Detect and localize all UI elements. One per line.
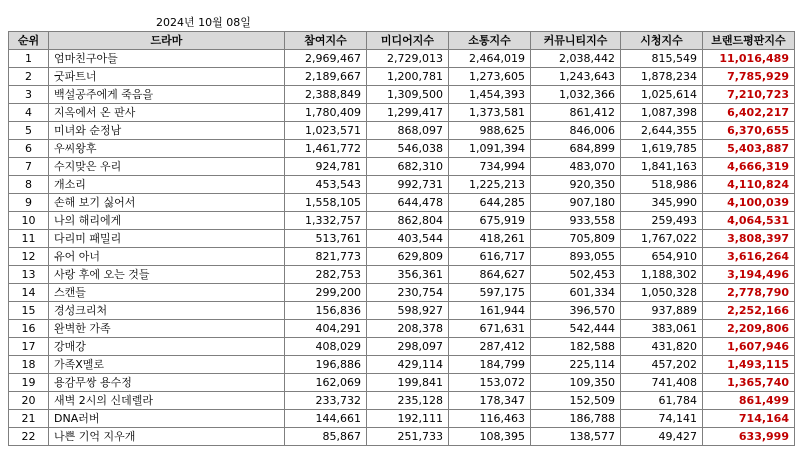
- table-row: [9, 338, 795, 356]
- communication-cell: 116,463: [449, 410, 531, 428]
- participation-cell: 1,558,105: [285, 194, 367, 212]
- participation-cell: 162,069: [285, 374, 367, 392]
- community-cell: 601,334: [531, 284, 621, 302]
- col-header-viewing-index: 시청지수: [621, 32, 703, 50]
- drama-name-cell: 수지맞은 우리: [49, 158, 285, 176]
- participation-cell: 156,836: [285, 302, 367, 320]
- viewing-cell: 457,202: [621, 356, 703, 374]
- table-row: [9, 122, 795, 140]
- media-cell: 682,310: [367, 158, 449, 176]
- drama-name-cell: 우씨왕후: [49, 140, 285, 158]
- media-cell: 235,128: [367, 392, 449, 410]
- community-cell: 846,006: [531, 122, 621, 140]
- participation-cell: 821,773: [285, 248, 367, 266]
- viewing-cell: 937,889: [621, 302, 703, 320]
- communication-cell: 178,347: [449, 392, 531, 410]
- media-cell: 992,731: [367, 176, 449, 194]
- drama-name-cell: 손해 보기 싫어서: [49, 194, 285, 212]
- brand-index-cell: 3,808,397: [703, 230, 795, 248]
- media-cell: 862,804: [367, 212, 449, 230]
- drama-name-cell: 완벽한 가족: [49, 320, 285, 338]
- table-row: [9, 302, 795, 320]
- communication-cell: 2,464,019: [449, 50, 531, 68]
- drama-name-cell: 백설공주에게 죽음을: [49, 86, 285, 104]
- community-cell: 138,577: [531, 428, 621, 446]
- drama-name-cell: 굿파트너: [49, 68, 285, 86]
- brand-index-cell: 1,493,115: [703, 356, 795, 374]
- brand-index-cell: 3,194,496: [703, 266, 795, 284]
- communication-cell: 616,717: [449, 248, 531, 266]
- report-date: 2024년 10월 08일: [156, 16, 251, 29]
- brand-index-cell: 2,209,806: [703, 320, 795, 338]
- drama-name-cell: 다리미 패밀리: [49, 230, 285, 248]
- drama-name-cell: 새벽 2시의 신데렐라: [49, 392, 285, 410]
- community-cell: 109,350: [531, 374, 621, 392]
- col-header-community-index: 커뮤니티지수: [531, 32, 621, 50]
- community-cell: 1,032,366: [531, 86, 621, 104]
- community-cell: 861,412: [531, 104, 621, 122]
- participation-cell: 1,461,772: [285, 140, 367, 158]
- brand-index-cell: 2,778,790: [703, 284, 795, 302]
- participation-cell: 924,781: [285, 158, 367, 176]
- community-cell: 684,899: [531, 140, 621, 158]
- table-row: [9, 86, 795, 104]
- communication-cell: 597,175: [449, 284, 531, 302]
- rank-cell: 5: [9, 122, 49, 140]
- media-cell: 644,478: [367, 194, 449, 212]
- communication-cell: 108,395: [449, 428, 531, 446]
- brand-index-cell: 861,499: [703, 392, 795, 410]
- media-cell: 1,299,417: [367, 104, 449, 122]
- brand-index-cell: 1,365,740: [703, 374, 795, 392]
- table-row: [9, 68, 795, 86]
- table-row: [9, 428, 795, 446]
- viewing-cell: 1,050,328: [621, 284, 703, 302]
- brand-index-cell: 11,016,489: [703, 50, 795, 68]
- media-cell: 403,544: [367, 230, 449, 248]
- col-header-rank: 순위: [9, 32, 49, 50]
- col-header-drama: 드라마: [49, 32, 285, 50]
- participation-cell: 404,291: [285, 320, 367, 338]
- brand-index-cell: 6,370,655: [703, 122, 795, 140]
- rank-cell: 1: [9, 50, 49, 68]
- participation-cell: 1,332,757: [285, 212, 367, 230]
- communication-cell: 644,285: [449, 194, 531, 212]
- participation-cell: 2,189,667: [285, 68, 367, 86]
- table-row: [9, 176, 795, 194]
- rank-cell: 15: [9, 302, 49, 320]
- community-cell: 2,038,442: [531, 50, 621, 68]
- community-cell: 152,509: [531, 392, 621, 410]
- brand-index-cell: 4,100,039: [703, 194, 795, 212]
- col-header-brand-reputation-index: 브랜드평판지수: [703, 32, 795, 50]
- brand-index-cell: 6,402,217: [703, 104, 795, 122]
- drama-name-cell: 스캔들: [49, 284, 285, 302]
- media-cell: 192,111: [367, 410, 449, 428]
- media-cell: 546,038: [367, 140, 449, 158]
- community-cell: 705,809: [531, 230, 621, 248]
- table-body: [9, 50, 795, 446]
- media-cell: 2,729,013: [367, 50, 449, 68]
- viewing-cell: 74,141: [621, 410, 703, 428]
- communication-cell: 161,944: [449, 302, 531, 320]
- community-cell: 907,180: [531, 194, 621, 212]
- communication-cell: 1,091,394: [449, 140, 531, 158]
- media-cell: 251,733: [367, 428, 449, 446]
- viewing-cell: 61,784: [621, 392, 703, 410]
- drama-name-cell: 나의 해리에게: [49, 212, 285, 230]
- participation-cell: 85,867: [285, 428, 367, 446]
- rank-cell: 3: [9, 86, 49, 104]
- media-cell: 199,841: [367, 374, 449, 392]
- table-row: [9, 374, 795, 392]
- brand-index-cell: 2,252,166: [703, 302, 795, 320]
- participation-cell: 1,023,571: [285, 122, 367, 140]
- brand-index-cell: 4,110,824: [703, 176, 795, 194]
- viewing-cell: 431,820: [621, 338, 703, 356]
- drama-name-cell: DNA러버: [49, 410, 285, 428]
- media-cell: 208,378: [367, 320, 449, 338]
- rank-cell: 9: [9, 194, 49, 212]
- participation-cell: 2,969,467: [285, 50, 367, 68]
- communication-cell: 1,373,581: [449, 104, 531, 122]
- participation-cell: 144,661: [285, 410, 367, 428]
- viewing-cell: 1,087,398: [621, 104, 703, 122]
- viewing-cell: 1,619,785: [621, 140, 703, 158]
- communication-cell: 418,261: [449, 230, 531, 248]
- communication-cell: 671,631: [449, 320, 531, 338]
- table-row: [9, 284, 795, 302]
- table-row: [9, 50, 795, 68]
- viewing-cell: 741,408: [621, 374, 703, 392]
- viewing-cell: 2,644,355: [621, 122, 703, 140]
- community-cell: 182,588: [531, 338, 621, 356]
- participation-cell: 453,543: [285, 176, 367, 194]
- viewing-cell: 1,188,302: [621, 266, 703, 284]
- communication-cell: 988,625: [449, 122, 531, 140]
- viewing-cell: 345,990: [621, 194, 703, 212]
- table-row: [9, 410, 795, 428]
- drama-name-cell: 엄마친구아들: [49, 50, 285, 68]
- table-row: [9, 320, 795, 338]
- rank-cell: 6: [9, 140, 49, 158]
- drama-name-cell: 개소리: [49, 176, 285, 194]
- rank-cell: 11: [9, 230, 49, 248]
- media-cell: 356,361: [367, 266, 449, 284]
- community-cell: 483,070: [531, 158, 621, 176]
- table-row: [9, 248, 795, 266]
- communication-cell: 675,919: [449, 212, 531, 230]
- participation-cell: 513,761: [285, 230, 367, 248]
- community-cell: 933,558: [531, 212, 621, 230]
- communication-cell: 864,627: [449, 266, 531, 284]
- rank-cell: 16: [9, 320, 49, 338]
- participation-cell: 1,780,409: [285, 104, 367, 122]
- drama-name-cell: 미녀와 순정남: [49, 122, 285, 140]
- rank-cell: 12: [9, 248, 49, 266]
- rank-cell: 17: [9, 338, 49, 356]
- rank-cell: 2: [9, 68, 49, 86]
- drama-name-cell: 용감무쌍 용수정: [49, 374, 285, 392]
- media-cell: 1,309,500: [367, 86, 449, 104]
- communication-cell: 184,799: [449, 356, 531, 374]
- table-row: [9, 230, 795, 248]
- community-cell: 396,570: [531, 302, 621, 320]
- rank-cell: 4: [9, 104, 49, 122]
- col-header-participation-index: 참여지수: [285, 32, 367, 50]
- brand-index-cell: 7,785,929: [703, 68, 795, 86]
- brand-index-cell: 4,064,531: [703, 212, 795, 230]
- table-row: [9, 392, 795, 410]
- viewing-cell: 49,427: [621, 428, 703, 446]
- rank-cell: 13: [9, 266, 49, 284]
- rank-cell: 22: [9, 428, 49, 446]
- media-cell: 1,200,781: [367, 68, 449, 86]
- rank-cell: 21: [9, 410, 49, 428]
- viewing-cell: 518,986: [621, 176, 703, 194]
- brand-index-cell: 633,999: [703, 428, 795, 446]
- drama-name-cell: 경성크리처: [49, 302, 285, 320]
- communication-cell: 153,072: [449, 374, 531, 392]
- communication-cell: 734,994: [449, 158, 531, 176]
- participation-cell: 282,753: [285, 266, 367, 284]
- media-cell: 868,097: [367, 122, 449, 140]
- media-cell: 598,927: [367, 302, 449, 320]
- media-cell: 230,754: [367, 284, 449, 302]
- participation-cell: 299,200: [285, 284, 367, 302]
- brand-index-cell: 3,616,264: [703, 248, 795, 266]
- drama-name-cell: 나쁜 기억 지우개: [49, 428, 285, 446]
- participation-cell: 233,732: [285, 392, 367, 410]
- drama-name-cell: 사랑 후에 오는 것들: [49, 266, 285, 284]
- communication-cell: 1,225,213: [449, 176, 531, 194]
- table-row: [9, 194, 795, 212]
- community-cell: 225,114: [531, 356, 621, 374]
- drama-name-cell: 강매강: [49, 338, 285, 356]
- drama-brand-reputation-table: [8, 31, 795, 446]
- viewing-cell: 1,025,614: [621, 86, 703, 104]
- rank-cell: 20: [9, 392, 49, 410]
- viewing-cell: 259,493: [621, 212, 703, 230]
- community-cell: 502,453: [531, 266, 621, 284]
- col-header-communication-index: 소통지수: [449, 32, 531, 50]
- brand-index-cell: 4,666,319: [703, 158, 795, 176]
- rank-cell: 19: [9, 374, 49, 392]
- rank-cell: 8: [9, 176, 49, 194]
- table-row: [9, 158, 795, 176]
- media-cell: 629,809: [367, 248, 449, 266]
- drama-name-cell: 가족X멜로: [49, 356, 285, 374]
- participation-cell: 2,388,849: [285, 86, 367, 104]
- communication-cell: 1,454,393: [449, 86, 531, 104]
- viewing-cell: 383,061: [621, 320, 703, 338]
- viewing-cell: 654,910: [621, 248, 703, 266]
- rank-cell: 14: [9, 284, 49, 302]
- community-cell: 920,350: [531, 176, 621, 194]
- viewing-cell: 1,841,163: [621, 158, 703, 176]
- brand-index-cell: 7,210,723: [703, 86, 795, 104]
- participation-cell: 196,886: [285, 356, 367, 374]
- media-cell: 429,114: [367, 356, 449, 374]
- table-row: [9, 140, 795, 158]
- participation-cell: 408,029: [285, 338, 367, 356]
- brand-index-cell: 1,607,946: [703, 338, 795, 356]
- table-row: [9, 356, 795, 374]
- community-cell: 186,788: [531, 410, 621, 428]
- table-row: [9, 212, 795, 230]
- media-cell: 298,097: [367, 338, 449, 356]
- brand-index-cell: 714,164: [703, 410, 795, 428]
- rank-cell: 18: [9, 356, 49, 374]
- communication-cell: 287,412: [449, 338, 531, 356]
- viewing-cell: 1,878,234: [621, 68, 703, 86]
- communication-cell: 1,273,605: [449, 68, 531, 86]
- viewing-cell: 1,767,022: [621, 230, 703, 248]
- table-row: [9, 104, 795, 122]
- drama-name-cell: 유어 아너: [49, 248, 285, 266]
- viewing-cell: 815,549: [621, 50, 703, 68]
- drama-name-cell: 지옥에서 온 판사: [49, 104, 285, 122]
- community-cell: 893,055: [531, 248, 621, 266]
- col-header-media-index: 미디어지수: [367, 32, 449, 50]
- table-header-row: [9, 32, 795, 50]
- rank-cell: 7: [9, 158, 49, 176]
- community-cell: 1,243,643: [531, 68, 621, 86]
- rank-cell: 10: [9, 212, 49, 230]
- brand-index-cell: 5,403,887: [703, 140, 795, 158]
- community-cell: 542,444: [531, 320, 621, 338]
- table-row: [9, 266, 795, 284]
